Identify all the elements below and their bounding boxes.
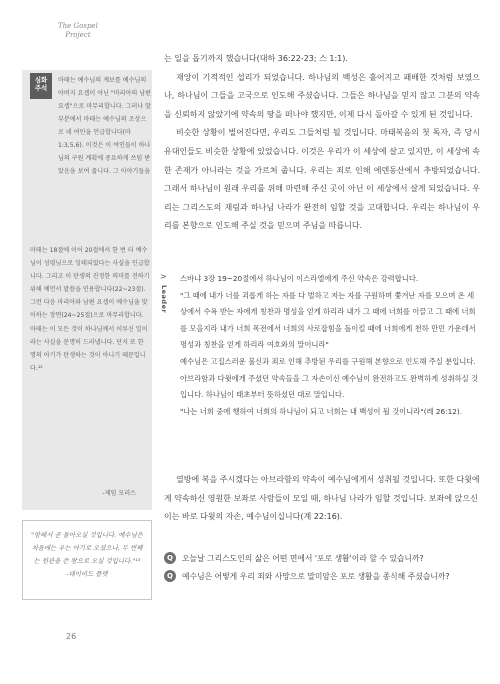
badge-line-2: 주석	[34, 84, 48, 92]
leader-quote: "나는 너희 중에 행하여 너희의 하나님이 되고 너희는 내 백성이 될 것이니라"(레 26:12).	[180, 406, 463, 416]
question-item	[164, 568, 480, 586]
leader-section	[180, 271, 480, 420]
main-text-bottom	[164, 463, 480, 535]
leader-marker	[160, 272, 174, 313]
main-text-top	[164, 50, 480, 236]
leader-paragraph: 스바냐 3장 19~20절에서 하나님이 이스라엘에게 주신 약속은 강력합니다.	[180, 274, 419, 283]
paragraph: 열방에 복을 주시겠다는 아브라함의 약속이 예수님에게서 성취될 것입니다. 또한 다윗에게 약속하신 영원한 보좌로 사람들이 모일 때, 하나님 나라가 임할 것입니다. 보좌에 앉으신 이는 바로 다윗의 자손, 예수님이십니다(계 22:16).	[164, 475, 480, 522]
page-number: 26	[66, 632, 77, 641]
running-header	[58, 22, 98, 40]
question-icon: Q	[164, 570, 176, 582]
question-text: 오늘날 그리스도인의 삶은 어떤 면에서 '포로 생활'이라 할 수 있습니까?	[182, 554, 424, 563]
question-list	[164, 550, 480, 586]
quote-author: -데이비드 플랫	[66, 570, 108, 578]
quote	[29, 529, 145, 581]
arrow-icon: >	[160, 272, 167, 281]
leader-quote: "그 때에 내가 너를 괴롭게 하는 자를 다 벌하고 저는 자를 구원하며 쫓겨난 자를 모으며 온 세상에서 수욕 받는 자에게 칭찬과 명성을 얻게 하리라 내가 그 때에 너희를 이끌고 그 때에 너희를 모을지라 내가 너희 목전에서 너희의 사로잡힘을 돌이킬 때에 너희에게 천하 만민 가운데서 명성과 칭찬을 얻게 하리라 여호와의 말이니라"	[180, 290, 476, 350]
question-item	[164, 550, 480, 568]
commentary-badge	[30, 73, 52, 99]
paragraph: 비슷한 상황이 벌어진다면, 우리도 그들처럼 될 것입니다. 마태복음의 첫 독자, 즉 당시 유대인들도 비슷한 상황에 있었습니다. 이것은 우리가 이 세상에 살고 있지만, 이 세상에 속한 존재가 아니라는 것을 가르쳐 줍니다. 우리는 죄로 인해 에덴동산에서 추방되었습니다. 그래서 하나님이 원래 우리를 위해 마련해 주신 곳이 아닌 이 세상에서 살게 되었습니다. 우리는 그리스도의 재림과 하나님 나라가 완전히 임할 것을 고대합니다. 우리는 하나님이 우리를 본향으로 인도해 주실 것을 믿으며 주님을 따릅니다.	[164, 128, 480, 231]
sidebar-text-top: 마태는 예수님의 계보를 예수님의 아버지 요셉이 아닌 "마리아의 남편 요셉"으로 마무리합니다. 그러나 앞부분에서 마태는 예수님의 조상으로 네 여인을 언급합니다(마 1:3,5,6). 이것은 이 여인들이 하나님의 구원 계획에 중요하게 쓰임 받았음을 보여 줍니다. 그 이야기들을	[58, 77, 151, 175]
quote-text: "항해서 곧 돌아오실 것입니다. 예수님은 처음에는 우는 아기로 오셨으나, 두 번째는 원관을 쓴 왕으로 오실 것입니다."¹³	[31, 531, 143, 565]
header-line-1: The Gospel	[58, 22, 98, 30]
sidebar-author: -제임 모러스	[102, 490, 136, 497]
quote-box	[22, 520, 152, 600]
badge-line-1: 심화	[34, 76, 48, 84]
header-line-2: Project	[65, 31, 91, 39]
paragraph: 는 일을 돕기까지 했습니다(대하 36:22-23; 스 1:1).	[164, 54, 348, 63]
question-text: 예수님은 어떻게 우리 죄와 사망으로 말미암은 포로 생활을 종식해 주셨습니까?	[182, 572, 450, 581]
sidebar-text-bottom: 마태는 18절에 이어 20절에서 한 번 더 예수님이 성령님으로 잉태되었다는 사실을 인급합니다. 그리고 이 탄생의 진정한 의미를 전하기 위해 예언서 말씀을 인용합니다(22~23절). 그런 다음 마리아와 남편 요셉이 예수님을 맞이하는 장면(24~25절)으로 마무리합니다. 마태는 이 모든 것이 하나님께서 이루신 일이라는 사실을 분명히 드러냅니다. 단지 또 한 명의 아기가 탄생하는 것이 아니기 때문입니다.¹²	[30, 247, 150, 372]
paragraph: 재앙이 기적적인 섭리가 되었습니다. 하나님의 백성은 흩어지고 패배한 것처럼 보였으나, 하나님이 그들을 고국으로 인도해 주셨습니다. 그들은 하나님을 믿지 않고 그분의 약속을 신뢰하지 않았기에 약속의 땅을 떠나야 했지만, 이제 다시 돌아갈 수 있게 된 것입니다.	[164, 72, 480, 119]
leader-paragraph: 예수님은 고집스러운 불신과 죄로 인해 추방된 우리를 구원해 본향으로 인도해 주실 분입니다. 아브라함과 다윗에게 주셨던 약속들을 그 자손이신 예수님이 완전하고도 완벽하게 성취하실 것입니다. 하나님이 태초부터 뜻하셨던 대로 말입니다.	[180, 356, 479, 400]
leader-label: Leader	[160, 285, 168, 314]
question-icon: Q	[164, 552, 176, 564]
commentary-sidebar	[22, 70, 152, 510]
